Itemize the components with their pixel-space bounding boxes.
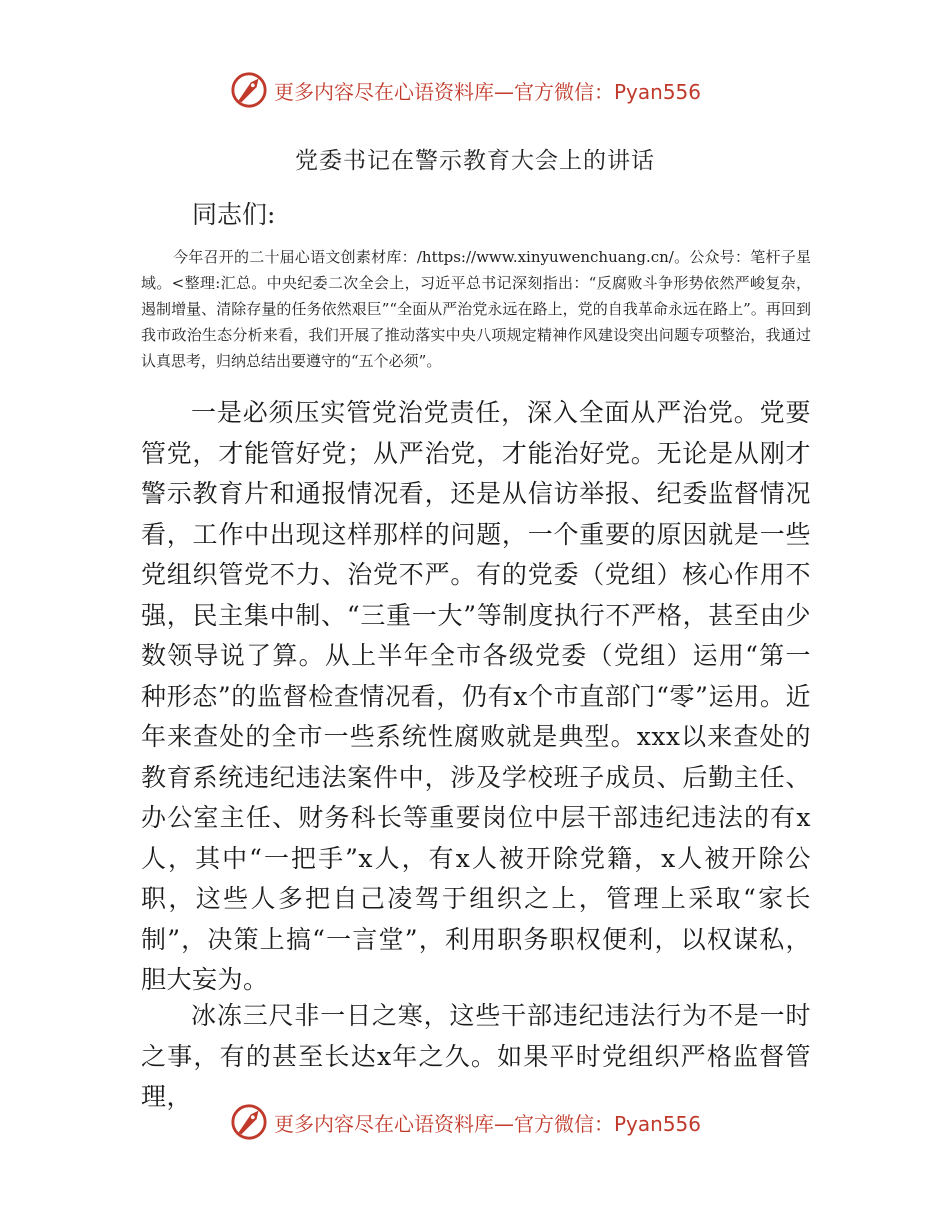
intro-paragraph: 今年召开的二十届心语文创素材库：/https://www.xinyuwenchuang.cn/。公众号：笔杆子星域。<整理:汇总。中央纪委二次全会上，习近平总书记深刻指出：“反腐败斗争形势依然严峻复杂，遏制增量、清除存量的任务依然艰巨”“全面从严治党永远在路上，党的自我革命永远在路上”。再回到我市政治生态分析来看，我们开展了推动落实中央八项规定精神作风建设突出问题专项整治，我通过认真思考，归纳总结出要遵守的“五个必须”。: [141, 248, 811, 370]
body-paragraph-2: 冰冻三尺非一日之寒，这些干部违纪违法行为不是一时之事，有的甚至长达x年之久。如果平时党组织严格监督管理，: [141, 1001, 811, 1111]
greeting: 同志们:: [192, 200, 276, 229]
document-title: 党委书记在警示教育大会上的讲话: [295, 148, 655, 174]
header-banner: [230, 70, 701, 110]
pen-nib-logo-icon: [230, 71, 268, 109]
body-paragraph-1: 一是必须压实管党治党责任，深入全面从严治党。党要管党，才能管好党；从严治党，才能治好党。无论是从刚才警示教育片和通报情况看，还是从信访举报、纪委监督情况看，工作中出现这样那样的问题，一个重要的原因就是一些党组织管党不力、治党不严。有的党委（党组）核心作用不强，民主集中制、“三重一大”等制度执行不严格，甚至由少数领导说了算。从上半年全市各级党委（党组）运用“第一种形态”的监督检查情况看，仍有x个市直部门“零”运用。近年来查处的全市一些系统性腐败就是典型。xxx以来查处的教育系统违纪违法案件中，涉及学校班子成员、后勤主任、办公室主任、财务科长等重要岗位中层干部违纪违法的有x人，其中“一把手”x人，有x人被开除党籍，x人被开除公职，这些人多把自己凌驾于组织之上，管理上采取“家长制”，决策上搞“一言堂”，利用职务职权便利，以权谋私，胆大妄为。: [141, 398, 811, 994]
banner-text: 更多内容尽在心语资料库—官方微信：Pyan556: [274, 79, 702, 104]
pen-nib-logo-icon: [230, 1103, 268, 1141]
banner-text: 更多内容尽在心语资料库—官方微信：Pyan556: [274, 1111, 702, 1136]
footer-banner: [230, 1102, 701, 1142]
